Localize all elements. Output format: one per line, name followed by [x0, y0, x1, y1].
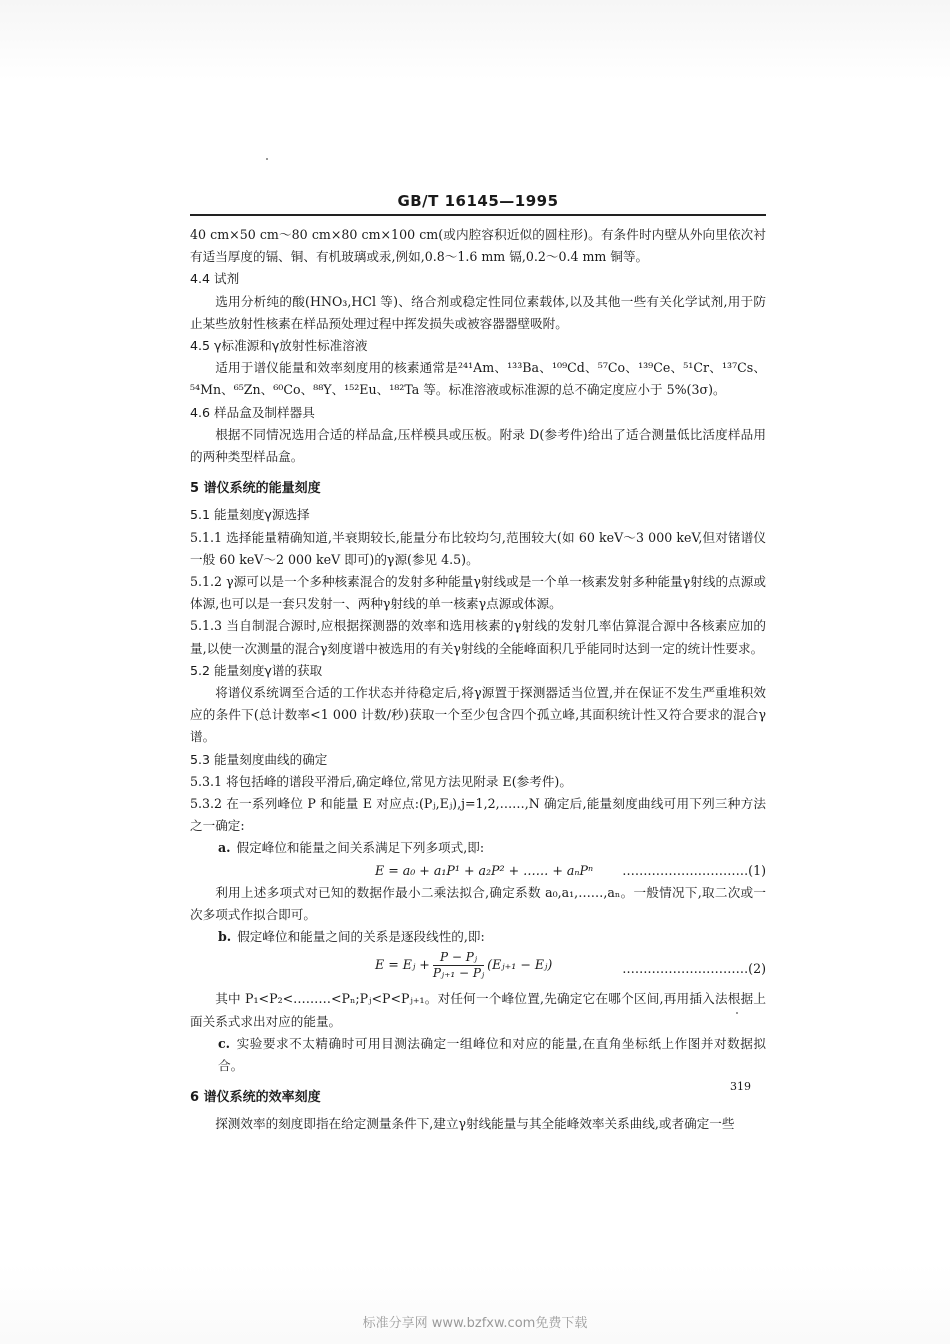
paragraph: 5.1.1 选择能量精确知道,半衰期较长,能量分布比较均匀,范围较大(如 60 keV～3 000 keV,但对锗谱仪一般 60 keV～2 000 keV 即可)的γ源(参见 4.5)。	[190, 529, 766, 567]
subsection-heading: 4.5 γ标准源和γ放射性标准溶液	[190, 338, 368, 354]
equation-expression	[375, 950, 552, 981]
equation-number: …………………………(2)	[622, 961, 766, 977]
subsection-heading: 4.4 试剂	[190, 271, 240, 287]
watermark-footer: 标准分享网 www.bzfxw.com免费下载	[362, 1316, 588, 1331]
list-item	[190, 926, 766, 948]
list-item-text: 假定峰位和能量之间关系满足下列多项式,即:	[236, 840, 485, 856]
equation-1	[190, 860, 766, 882]
equation-lhs: E = Eⱼ +	[375, 957, 430, 973]
list-item	[190, 1033, 766, 1077]
equation-fraction	[433, 950, 484, 981]
paragraph: 选用分析纯的酸(HNO₃,HCl 等)、络合剂或稳定性同位素载体,以及其他一些有关化学试剂,用于防止某些放射性核素在样品预处理过程中挥发损失或被容器器壁吸附。	[190, 293, 766, 331]
equation-expression: E = a₀ + a₁P¹ + a₂P² + …… + aₙPⁿ	[375, 862, 594, 878]
standard-header: GB/T 16145—1995	[397, 192, 559, 210]
paragraph: 其中 P₁<P₂<………<Pₙ;Pⱼ<P<Pⱼ₊₁。对任何一个峰位置,先确定它在哪个区间,再用插入法根据上面关系式求出对应的能量。	[190, 991, 766, 1029]
paragraph: 根据不同情况选用合适的样品盒,压样模具或压板。附录 D(参考件)给出了适合测量低比活度样品用的两种类型样品盒。	[190, 426, 766, 465]
fraction-denominator: Pⱼ₊₁ − Pⱼ	[432, 966, 485, 981]
header-rule	[190, 214, 766, 216]
page-number: 319	[730, 1080, 751, 1093]
scan-speck	[736, 1012, 738, 1014]
section-heading: 6 谱仪系统的效率刻度	[190, 1090, 321, 1106]
list-item-label: b.	[218, 929, 232, 945]
list-item	[190, 837, 766, 859]
list-item-label: a.	[218, 840, 231, 856]
document-body	[190, 224, 766, 1136]
subsection-heading: 5.2 能量刻度γ谱的获取	[190, 662, 323, 678]
list-item-text: 实验要求不太精确时可用目测法确定一组峰位和对应的能量,在直角坐标纸上作图并对数据拟合。	[218, 1035, 766, 1073]
paragraph: 适用于谱仪能量和效率刻度用的核素通常是²⁴¹Am、¹³³Ba、¹⁰⁹Cd、⁵⁷Co、¹³⁹Ce、⁵¹Cr、¹³⁷Cs、⁵⁴Mn、⁶⁵Zn、⁶⁰Co、⁸⁸Y、¹⁵²Eu、¹⁸²Ta 等。标准溶液或标准源的总不确定度应小于 5%(3σ)。	[190, 360, 766, 398]
subsection-heading: 4.6 样品盒及制样器具	[190, 404, 315, 420]
paragraph: 40 cm×50 cm～80 cm×80 cm×100 cm(或内腔容积近似的圆柱形)。有条件时内壁从外向里依次衬有适当厚度的镉、铜、有机玻璃或汞,例如,0.8～1.6 mm 镉,0.2～0.4 mm 铜等。	[190, 227, 766, 265]
equation-rhs: (Eⱼ₊₁ − Eⱼ)	[487, 957, 553, 973]
paragraph: 将谱仪系统调至合适的工作状态并待稳定后,将γ源置于探测器适当位置,并在保证不发生严重堆积效应的条件下(总计数率<1 000 计数/秒)获取一个至少包含四个孤立峰,其面积统计性又符合要求的混合γ谱。	[190, 685, 766, 745]
list-item-label: c.	[218, 1035, 231, 1051]
subsection-heading: 5.3 能量刻度曲线的确定	[190, 751, 328, 767]
subsection-heading: 5.1 能量刻度γ源选择	[190, 507, 310, 523]
paragraph: 探测效率的刻度即指在给定测量条件下,建立γ射线能量与其全能峰效率关系曲线,或者确定一些	[215, 1116, 735, 1132]
paragraph: 5.3.2 在一系列峰位 P 和能量 E 对应点:(Pⱼ,Eⱼ),j=1,2,……,N 确定后,能量刻度曲线可用下列三种方法之一确定:	[190, 796, 766, 834]
list-item-text: 假定峰位和能量之间的关系是逐段线性的,即:	[237, 929, 485, 945]
paragraph: 5.3.1 将包括峰的谱段平滑后,确定峰位,常见方法见附录 E(参考件)。	[190, 773, 572, 789]
scan-speck	[266, 158, 268, 160]
fraction-numerator: P − Pⱼ	[433, 950, 484, 966]
equation-number: …………………………(1)	[622, 862, 766, 878]
paragraph: 利用上述多项式对已知的数据作最小二乘法拟合,确定系数 a₀,a₁,……,aₙ。一般情况下,取二次或一次多项式作拟合即可。	[190, 884, 766, 922]
paragraph: 5.1.3 当自制混合源时,应根据探测器的效率和选用核素的γ射线的发射几率估算混合源中各核素应加的量,以使一次测量的混合γ刻度谱中被选用的有关γ射线的全能峰面积几乎能同时达到一定的统计性要求。	[190, 618, 766, 656]
section-heading: 5 谱仪系统的能量刻度	[190, 481, 321, 497]
paragraph: 5.1.2 γ源可以是一个多种核素混合的发射多种能量γ射线或是一个单一核素发射多种能量γ射线的点源或体源,也可以是一套只发射一、两种γ射线的单一核素γ点源或体源。	[190, 574, 766, 612]
equation-2	[190, 948, 766, 988]
